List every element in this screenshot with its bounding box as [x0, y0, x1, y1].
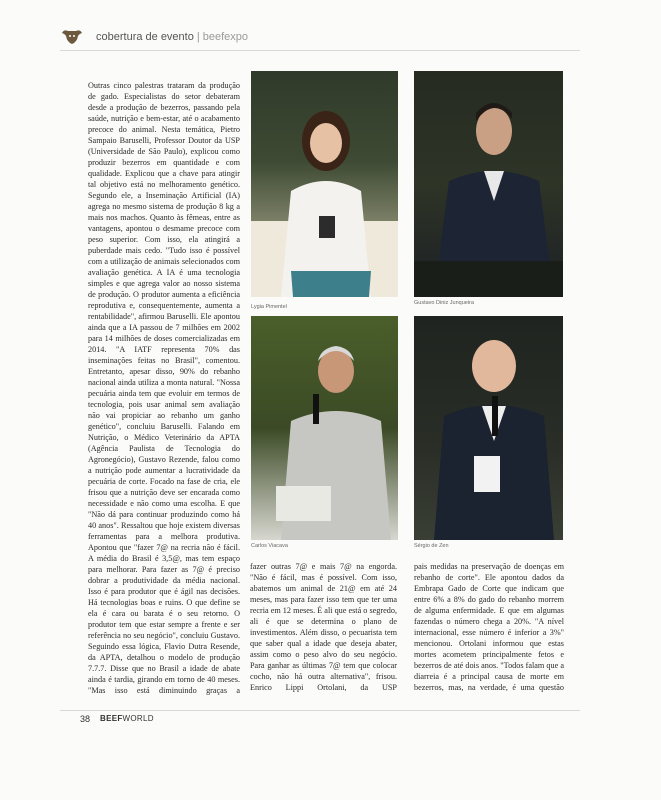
- article-text-3: pais medidas na preservação de doenças em rebanho de corte". Ele apontou dados da Embrapa Gado de Corte que indicam que entre 6% a 8% do gado do rebanho morrem de alguma enfermidade. E que em algumas fazendas o número chega a 20%. "A nível internacional, esse número é inferior a 3%" mencionou. Ortolani informou que estas mortes acometem principalmente fetos e bezerros de até dois anos. "Todos falam que a diarreia é a principal causa de morte em bezerros, mas, na verdade, é uma questão: [414, 562, 564, 692]
- photo-lygia-pimentel: [251, 71, 398, 297]
- photo-caption-3: Carlos Viacava: [251, 543, 288, 549]
- photo-sergio-de-zen: [414, 316, 563, 540]
- magazine-brand: [100, 714, 154, 723]
- section-label: [96, 31, 248, 43]
- brand-bold: BEEF: [100, 714, 123, 723]
- article-text-1: Outras cinco palestras trataram da produção de gado. Especialistas do setor debateram desde a produção de bezerros, passando pela saúde, nutrição e bem-estar, até o acabamento precoce do animal. Nesta temática, Pietro Sampaio Baruselli, Professor Doutor da USP (Universidade de São Paulo), explicou como produzir bezerros em quantidade e com qualidade. Explicou que a chave para atingir tal objetivo está no melhoramento genético. Segundo ele, a Inseminação Artificial (IA) agrega no mesmo sistema de produção 8 kg a mais nos machos. Quanto às fêmeas, entre as vantagens, apontou o desmame precoce com peso superior. Com isso, ela atingirá a puberdade mais cedo. "Tudo isso é possível com a utilização de animais selecionados com avaliação genética. A IA é uma tecnologia simples e que agrega valor ao nosso sistema de produção. O produtor aumenta a eficiência reprodutiva e, consequentemente, aumenta a rentabilidade", afirmou Baruselli. Ele apontou ainda que a IA passou de 7 milhões em 2002 para 14 milhões de doses comercializadas em 2014. "A IATF representa 70% das inseminações feitas no Brasil", comentou. Entretanto, apesar disso, 90% do rebanho nacional ainda utiliza a monta natural. "Nossa pecuária ainda tem que evoluir em termos de tecnologia, pois usar animal sem avaliação não vai propiciar ao rebanho um ganho genético", concluiu Baruselli. Falando em Nutrição, o Médico Veterinário da APTA (Agência Paulista de Tecnologia do Agronegócio), Gustavo Rezende, falou como a nutrição pode aumentar a lucratividade da pecuária de corte. Focado na fase de cria, ele frisou que a nutrição deve ser encarada como necessidade e não como uma escolha. E que "Não dá para continuar produzindo como há 40 anos". Ressaltou que hoje existem diversas ferramentas para a melhora produtiva. Apontou que "fazer 7@ na recria não é fácil. A média do Brasil é 3,5@, mas tem espaço para melhorar. Para fazer as 7@ é preciso dobrar a produtividade da média nacional. Isso é para produtor que é ágil nas decisões. Há tecnologias boas e ruins. O que define se ela é cara ou barata é o seu retorno. O produtor tem que estar sempre a frente e ser referência no seu negócio", concluiu Gustavo. Seguindo essa lógica, Flavio Dutra Resende, da APTA, detalhou o modelo de produção 7.7.7. Disse que no Brasil a idade de abate ainda é tardia, girando em torno de 40 meses. "Mas isso está diminuindo graças a: [88, 81, 240, 695]
- section-name: cobertura de evento: [96, 31, 194, 43]
- article-column-1: [88, 80, 240, 695]
- article-column-3: [414, 561, 564, 695]
- speaker-figure-1: [251, 71, 398, 297]
- speaker-figure-3: [251, 316, 398, 540]
- article-text-2: fazer outras 7@ e mais 7@ na engorda. "Não é fácil, mas é possível. Com isso, abatemos um animal de 21@ em até 24 meses, mas para fazer isso tem que ter uma recria em 12 meses. É ali que está o segredo, ali é que se determina o plano de investimentos. Além disso, o pecuarista tem que saber qual a idade que deseja abater, assim como o peso alvo do seu negócio. Para ganhar as últimas 7@ tem que colocar cocho, não há outra alternativa", frisou. Enrico Lippi Ortolani, da USP: [250, 562, 397, 692]
- speaker-figure-2: [414, 71, 563, 297]
- photo-carlos-viacava: [251, 316, 398, 540]
- cattle-head-icon: [60, 28, 84, 46]
- page-number: 38: [80, 714, 91, 724]
- footer-divider: [60, 710, 580, 711]
- header-separator: |: [196, 31, 200, 43]
- page-header: [60, 28, 580, 50]
- brand-rest: WORLD: [122, 714, 154, 723]
- event-name: beefexpo: [202, 31, 248, 43]
- photo-caption-1: Lygia Pimentel: [251, 304, 287, 310]
- photo-gustavo-diniz-junqueira: [414, 71, 563, 297]
- header-divider: [60, 50, 580, 51]
- article-column-2: [250, 561, 397, 695]
- photo-caption-4: Sérgio de Zen: [414, 543, 449, 549]
- speaker-figure-4: [414, 316, 563, 540]
- photo-caption-2: Gustavo Diniz Junqueira: [414, 300, 474, 306]
